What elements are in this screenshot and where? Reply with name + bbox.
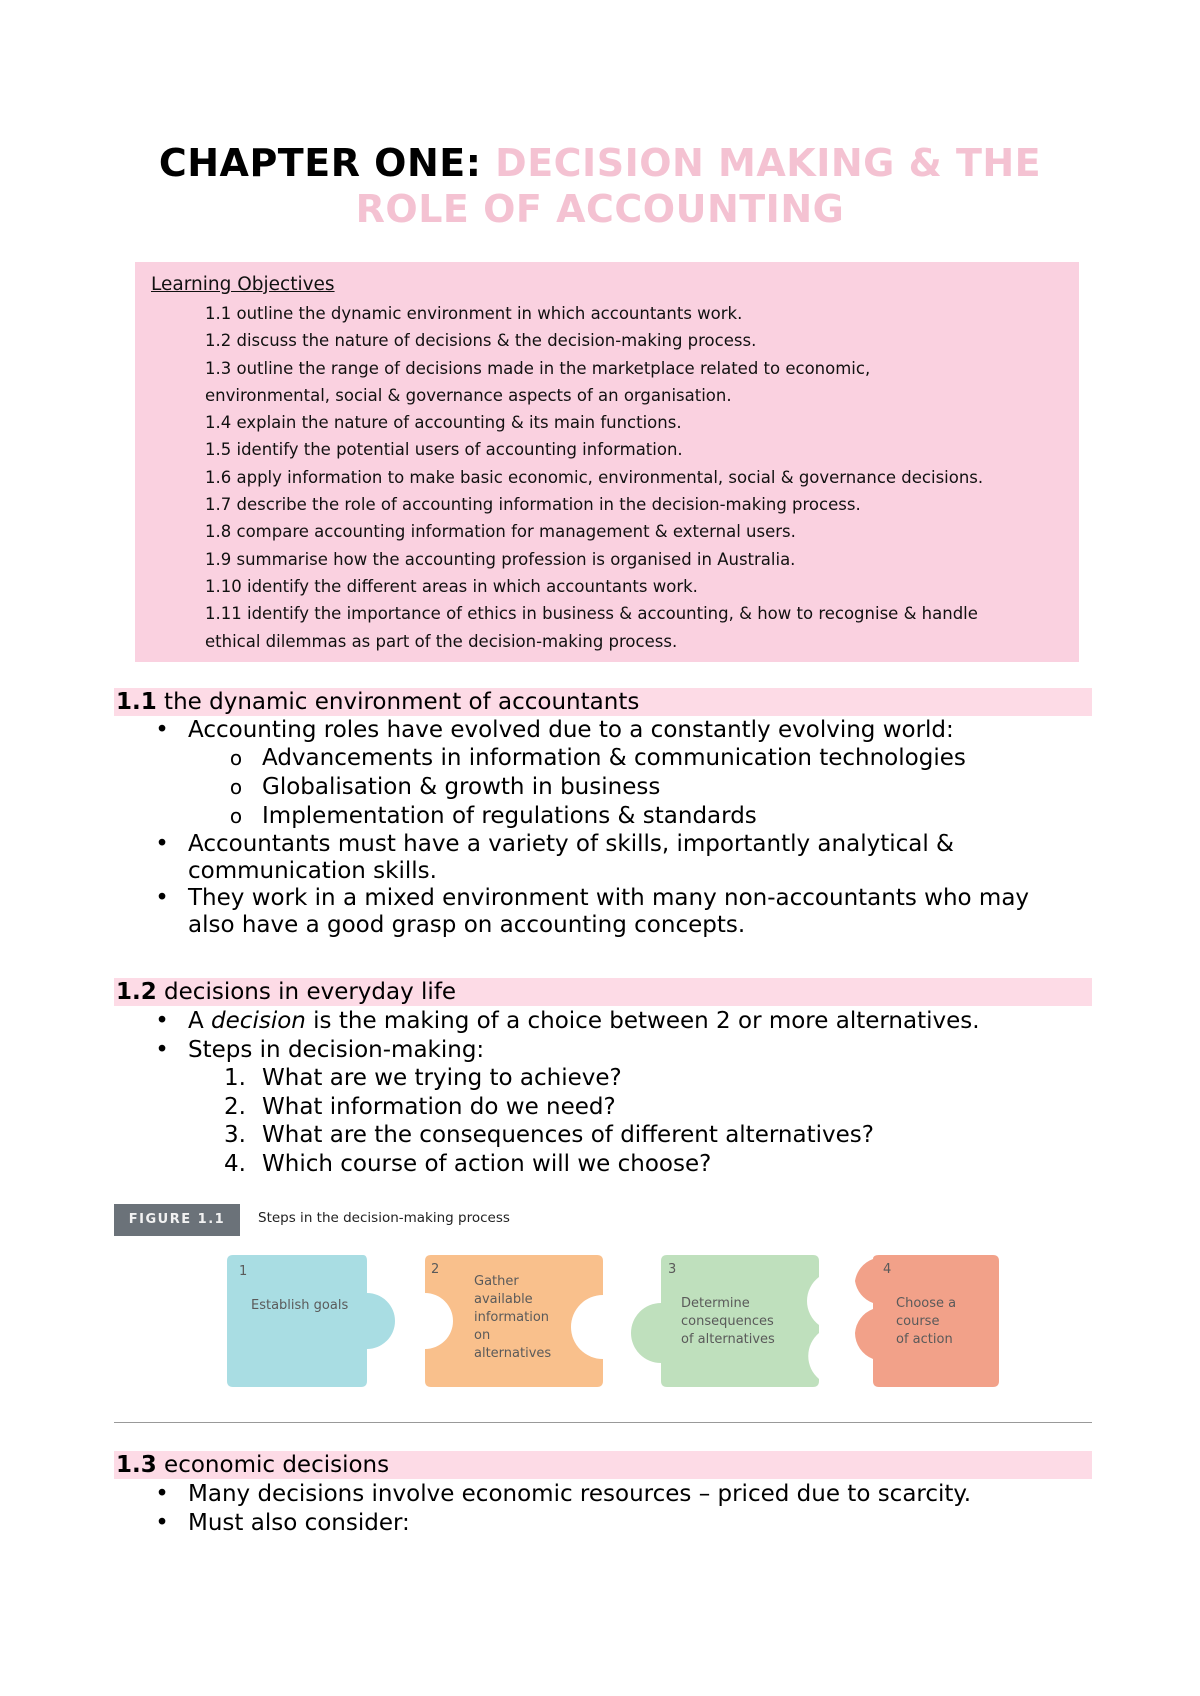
objective-item — [205, 546, 1065, 573]
learning-objectives-box — [135, 262, 1079, 662]
objective-number: 1.9 — [205, 549, 232, 569]
objective-item — [205, 436, 1065, 463]
objective-text: discuss the nature of decisions & the decision-making process. — [231, 331, 757, 351]
step-text: Which course of action will we choose? — [262, 1150, 712, 1177]
step-text: What are the consequences of different alternatives? — [262, 1122, 874, 1148]
puzzle-line: on — [474, 1328, 491, 1343]
objective-item-continued — [205, 628, 1065, 655]
objective-number: 1.1 — [205, 304, 232, 323]
section-number: 1.2 — [116, 979, 157, 1005]
bullet-item — [114, 1036, 1092, 1065]
bullet-item — [114, 717, 1092, 744]
puzzle-text-4 — [896, 1295, 956, 1349]
objective-text: describe the role of accounting information in the decision-making process. — [231, 495, 861, 515]
section-1-3-content — [114, 1480, 1092, 1538]
bullet-text: A — [188, 1008, 212, 1034]
puzzle-text-1 — [251, 1297, 348, 1315]
bullet-text: also have a good grasp on accounting concepts. — [188, 912, 746, 938]
objective-item — [205, 491, 1065, 518]
objective-text: identify the different areas in which accountants work. — [241, 576, 698, 596]
sub-bullet-item — [114, 744, 1092, 773]
puzzle-number-3: 3 — [668, 1262, 677, 1277]
step-text: What information do we need? — [262, 1093, 616, 1120]
title-line-1 — [0, 140, 1200, 186]
section-heading-1-3 — [114, 1451, 1092, 1479]
objective-number: 1.3 — [205, 358, 232, 378]
learning-objectives-heading: Learning Objectives — [151, 274, 335, 295]
numbered-step — [114, 1121, 1092, 1150]
section-title: economic decisions — [156, 1452, 390, 1478]
section-heading-1-1 — [114, 688, 1092, 716]
objective-number: 1.8 — [205, 522, 232, 542]
objective-item-continued — [205, 382, 1065, 409]
objective-number: 1.10 — [205, 576, 242, 596]
bullet-text: Accounting roles have evolved due to a constantly evolving world: — [188, 717, 954, 743]
objective-item — [205, 409, 1065, 436]
bullet-text: Many decisions involve economic resources – priced due to scarcity. — [188, 1481, 972, 1507]
puzzle-line: available — [474, 1292, 533, 1307]
puzzle-line: consequences — [681, 1314, 774, 1329]
objective-item — [205, 300, 1065, 327]
objective-item — [205, 573, 1065, 600]
puzzle-line: of action — [896, 1332, 953, 1347]
decision-process-diagram — [225, 1255, 1005, 1390]
objective-item — [205, 600, 1065, 627]
objective-number: 1.4 — [205, 413, 232, 433]
bullet-text: communication skills. — [188, 858, 437, 884]
step-number: 1. — [224, 1065, 246, 1091]
section-title: the dynamic environment of accountants — [156, 689, 640, 715]
bullet-dot-icon: • — [155, 717, 169, 743]
objective-item — [205, 355, 1065, 382]
objective-text: outline the dynamic environment in which accountants work. — [231, 304, 743, 323]
bullet-dot-icon: • — [155, 1510, 169, 1536]
bullet-text: Must also consider: — [188, 1510, 410, 1536]
figure-caption: Steps in the decision-making process — [258, 1210, 510, 1226]
horizontal-divider — [114, 1422, 1092, 1423]
title-prefix: CHAPTER ONE: — [158, 141, 496, 185]
sub-bullet-text: Advancements in information & communication technologies — [262, 745, 966, 771]
section-1-1-content — [114, 717, 1092, 939]
puzzle-line: information — [474, 1310, 550, 1325]
objective-item — [205, 518, 1065, 545]
bullet-text: is the making of a choice between 2 or more alternatives. — [305, 1008, 980, 1034]
puzzle-number-1: 1 — [239, 1264, 248, 1279]
hollow-circle-icon: o — [229, 746, 243, 770]
puzzle-line: Gather — [474, 1274, 519, 1289]
step-number: 2. — [224, 1093, 246, 1120]
sub-bullet-text: Implementation of regulations & standards — [262, 803, 757, 829]
puzzle-number-2: 2 — [431, 1262, 440, 1277]
bullet-item — [114, 1480, 1092, 1509]
chapter-title — [0, 140, 1200, 232]
objective-text: ethical dilemmas as part of the decision-making process. — [205, 631, 678, 651]
objective-text: summarise how the accounting profession is organised in Australia. — [231, 549, 796, 569]
puzzle-text-2 — [474, 1273, 551, 1363]
bullet-dot-icon: • — [155, 885, 169, 911]
bullet-item — [114, 885, 1092, 912]
puzzle-line: alternatives — [474, 1346, 552, 1361]
puzzle-number-4: 4 — [883, 1262, 892, 1277]
puzzle-line: course — [896, 1314, 940, 1329]
objective-text: outline the range of decisions made in the marketplace related to economic, — [231, 358, 871, 378]
puzzle-line: Choose a — [896, 1296, 957, 1311]
figure-label: FIGURE 1.1 — [114, 1204, 240, 1236]
puzzle-text-3 — [681, 1295, 775, 1349]
bullet-text: Accountants must have a variety of skills, importantly analytical & — [188, 831, 954, 857]
objective-text: explain the nature of accounting & its main functions. — [231, 413, 682, 433]
title-accent-line-2: ROLE OF ACCOUNTING — [355, 187, 845, 231]
learning-objectives-list — [205, 300, 1065, 655]
bullet-text: Steps in decision-making: — [188, 1036, 485, 1063]
objective-text: compare accounting information for management & external users. — [231, 522, 796, 542]
hollow-circle-icon: o — [229, 775, 243, 799]
bullet-item — [114, 831, 1092, 858]
objective-text: identify the importance of ethics in business & accounting, & how to recognise & handle — [241, 604, 978, 624]
section-1-2-content — [114, 1007, 1092, 1178]
objective-text: environmental, social & governance aspects of an organisation. — [205, 385, 732, 405]
step-text: What are we trying to achieve? — [262, 1065, 622, 1091]
section-number: 1.3 — [116, 1452, 157, 1478]
emphasized-term: decision — [211, 1008, 306, 1034]
sub-bullet-item — [114, 773, 1092, 802]
section-heading-1-2 — [114, 978, 1092, 1006]
bullet-continuation — [114, 912, 1092, 939]
bullet-item — [114, 1007, 1092, 1036]
puzzle-line: Determine — [681, 1296, 750, 1311]
bullet-continuation — [114, 858, 1092, 885]
objective-text: apply information to make basic economic, environmental, social & governance decisions. — [231, 467, 984, 487]
section-number: 1.1 — [116, 689, 157, 715]
puzzle-line: Establish goals — [251, 1298, 349, 1313]
puzzle-piece-1 — [227, 1255, 395, 1387]
objective-item — [205, 327, 1065, 354]
step-number: 4. — [224, 1150, 246, 1177]
objective-item — [205, 464, 1065, 491]
bullet-dot-icon: • — [155, 831, 169, 857]
bullet-dot-icon: • — [155, 1481, 169, 1507]
sub-bullet-item — [114, 802, 1092, 831]
objective-number: 1.6 — [205, 467, 232, 487]
objective-number: 1.7 — [205, 495, 232, 515]
bullet-text: They work in a mixed environment with many non-accountants who may — [188, 885, 1030, 911]
section-title: decisions in everyday life — [156, 979, 457, 1005]
title-accent-line-1: DECISION MAKING & THE — [495, 141, 1042, 185]
step-number: 3. — [224, 1122, 246, 1148]
hollow-circle-icon: o — [229, 804, 243, 828]
sub-bullet-text: Globalisation & growth in business — [262, 774, 661, 800]
numbered-step — [114, 1150, 1092, 1179]
bullet-item — [114, 1509, 1092, 1538]
objective-text: identify the potential users of accounting information. — [231, 440, 683, 460]
numbered-step — [114, 1093, 1092, 1122]
puzzle-line: of alternatives — [681, 1332, 775, 1347]
objective-number: 1.11 — [205, 604, 242, 624]
bullet-dot-icon: • — [155, 1008, 169, 1034]
objective-number: 1.5 — [205, 440, 232, 460]
numbered-step — [114, 1064, 1092, 1093]
bullet-dot-icon: • — [155, 1036, 169, 1063]
objective-number: 1.2 — [205, 331, 232, 351]
